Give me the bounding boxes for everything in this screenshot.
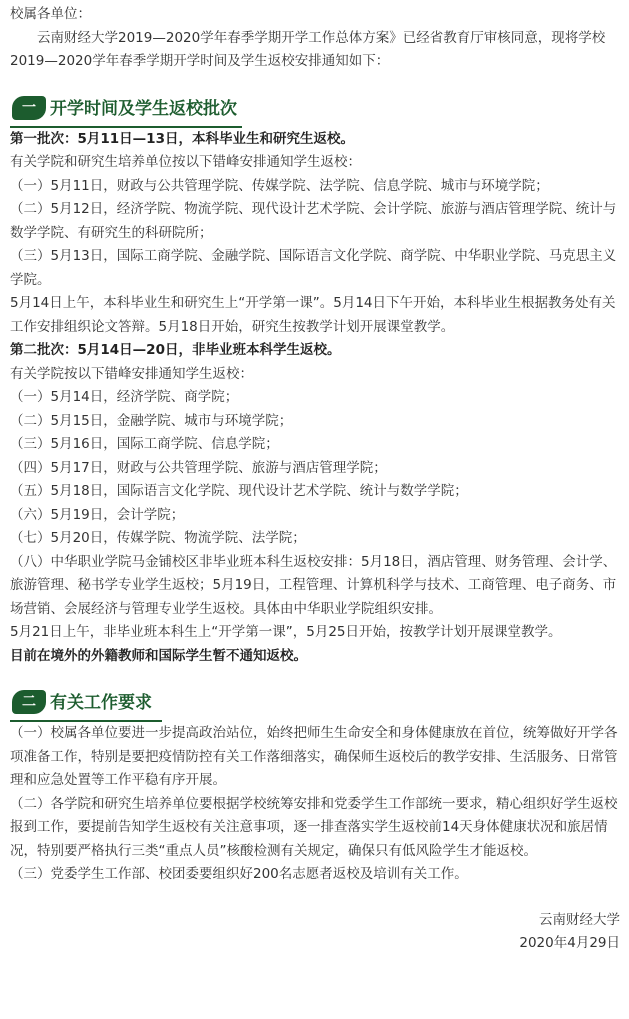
list-item: （二）各学院和研究生培养单位要根据学校统筹安排和党委学生工作部统一要求，精心组织好学生返校报到工作，要提前告知学生返校有关注意事项，逐一排查落实学生返校前14天身体健康状况和旅居情况，特别要严格执行三类“重点人员”核酸检测有关规定，确保只有低风险学生才能返校。 <box>10 795 618 859</box>
section1-header <box>10 96 620 122</box>
signature-date: 2020年4月29日 <box>519 935 620 951</box>
foreign-note: 目前在境外的外籍教师和国际学生暂不通知返校。 <box>10 647 307 664</box>
list-item: （七）5月20日，传媒学院、物流学院、法学院； <box>10 530 306 546</box>
batch2-heading: 第二批次：5月14日—20日，非毕业班本科学生返校。 <box>10 342 341 358</box>
section2-badge: 二 <box>12 690 46 714</box>
list-item: （八）中华职业学院马金铺校区非毕业班本科生返校安排：5月18日，酒店管理、财务管理、会计学、旅游管理、秘书学专业学生返校；5月19日，工程管理、计算机科学与技术、工商管理、电子商务、市场营销、会展经济与管理专业学生返校。具体由中华职业学院组织安排。 <box>10 553 617 617</box>
signature-org: 云南财经大学 <box>539 911 620 928</box>
section2-title: 有关工作要求 <box>50 693 152 713</box>
section1-badge: 一 <box>12 96 46 120</box>
list-item: （三）5月16日，国际工商学院、信息学院； <box>10 436 279 452</box>
batch1-intro: 有关学院和研究生培养单位按以下错峰安排通知学生返校： <box>10 154 361 170</box>
list-item: （二）5月12日，经济学院、物流学院、现代设计艺术学院、会计学院、旅游与酒店管理学院、统计与数学学院、有研究生的科研院所； <box>10 201 617 241</box>
list-item: （一）5月11日，财政与公共管理学院、传媒学院、法学院、信息学院、城市与环境学院； <box>10 177 549 194</box>
list-item: （三）5月13日，国际工商学院、金融学院、国际语言文化学院、商学院、中华职业学院、马克思主义学院。 <box>10 248 617 288</box>
batch1-heading: 第一批次：5月11日—13日，本科毕业生和研究生返校。 <box>10 130 354 147</box>
batch1-note: 5月14日上午，本科毕业生和研究生上“开学第一课”。5月14日下午开始，本科毕业生根据教务处有关工作安排组织论文答辩。5月18日开始，研究生按教学计划开展课堂教学。 <box>10 295 616 335</box>
intro-paragraph: 云南财经大学2019—2020学年春季学期开学工作总体方案》已经省教育厅审核同意，现将学校2019—2020学年春季学期开学时间及学生返校安排通知如下： <box>10 29 606 69</box>
section1-title: 开学时间及学生返校批次 <box>50 98 237 119</box>
list-item: （四）5月17日，财政与公共管理学院、旅游与酒店管理学院； <box>10 459 387 476</box>
list-item: （二）5月15日，金融学院、城市与环境学院； <box>10 412 293 429</box>
section1-underline <box>10 126 242 128</box>
list-item: （六）5月19日，会计学院； <box>10 506 185 523</box>
list-item: （一）5月14日，经济学院、商学院； <box>10 389 239 405</box>
batch2-note: 5月21日上午，非毕业班本科生上“开学第一课”，5月25日开始，按教学计划开展课堂教学。 <box>10 624 562 640</box>
batch2-intro: 有关学院按以下错峰安排通知学生返校： <box>10 365 253 382</box>
list-item: （三）党委学生工作部、校团委要组织好200名志愿者返校及培训有关工作。 <box>10 866 468 882</box>
greeting: 校属各单位： <box>10 6 91 22</box>
list-item: （一）校属各单位要进一步提高政治站位，始终把师生生命安全和身体健康放在首位，统筹做好开学各项准备工作，特别是要把疫情防控有关工作落细落实，确保师生返校后的教学安排、生活服务、日常管理和应急处置等工作平稳有序开展。 <box>10 725 618 788</box>
list-item: （五）5月18日，国际语言文化学院、现代设计艺术学院、统计与数学学院； <box>10 483 468 499</box>
section2-header <box>10 690 620 716</box>
section2-underline <box>10 720 162 722</box>
